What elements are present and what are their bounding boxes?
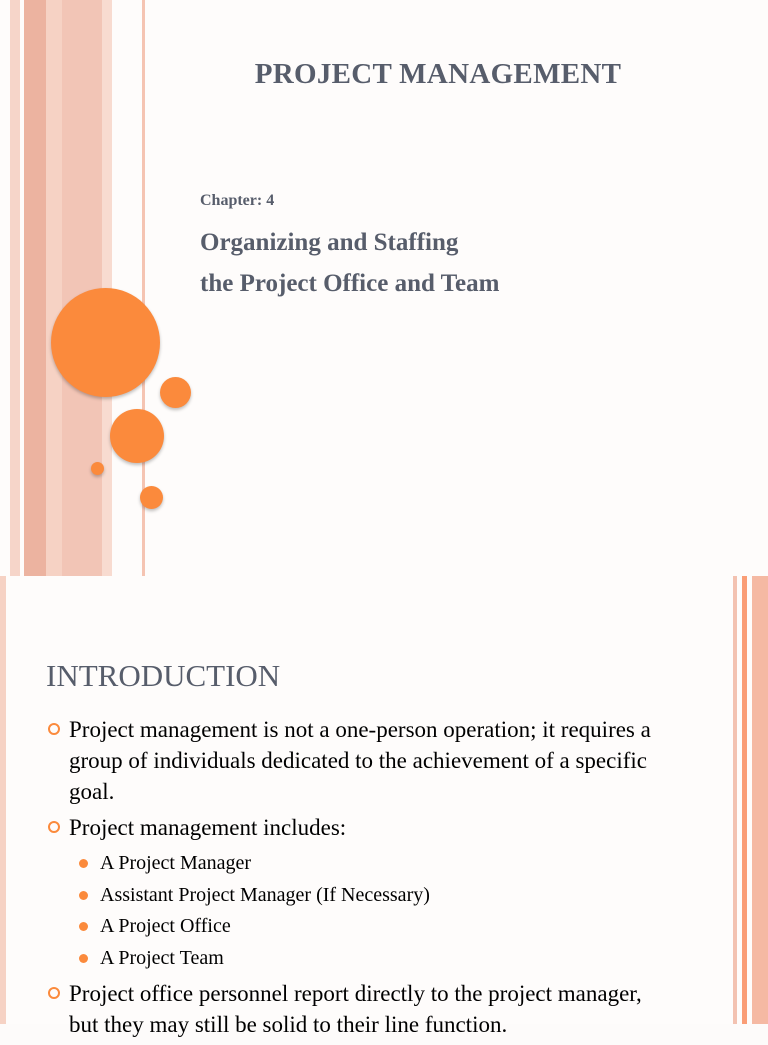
bullet-dot-icon	[79, 922, 88, 931]
sub-bullet-list	[46, 848, 666, 974]
bullet-ring-icon	[48, 987, 60, 999]
subtitle-line: the Project Office and Team	[200, 270, 500, 297]
decor-stripe	[10, 0, 20, 576]
bullet-ring-icon	[48, 821, 60, 833]
sub-list-item-text: A Project Manager	[100, 852, 252, 874]
slide-title: PROJECT MANAGEMENT	[254, 58, 622, 90]
decor-stripe	[0, 576, 6, 1024]
list-item-text: Project office personnel report directly to the project manager, but they may still be solid to their line function.	[69, 981, 642, 1037]
list-item	[46, 714, 666, 807]
bullet-dot-icon	[79, 954, 88, 963]
chapter-label: Chapter: 4	[200, 192, 275, 209]
list-item	[46, 978, 666, 1040]
bullet-list	[46, 714, 666, 1045]
sub-list-item-text: A Project Office	[100, 915, 231, 937]
sub-list-item	[77, 880, 666, 912]
decor-circle	[110, 409, 164, 463]
list-item	[46, 812, 666, 843]
bullet-ring-icon	[48, 723, 60, 735]
decor-stripe	[46, 0, 62, 576]
subtitle-line: Organizing and Staffing	[200, 229, 459, 256]
decor-circle	[160, 377, 191, 408]
bullet-dot-icon	[79, 859, 88, 868]
sub-list-item-text: Assistant Project Manager (If Necessary)	[100, 883, 430, 906]
sub-list-item	[77, 943, 666, 975]
bullet-dot-icon	[79, 891, 88, 900]
list-item-text: Project management includes:	[69, 815, 347, 840]
decor-circle	[140, 486, 163, 509]
decor-stripe	[733, 576, 737, 1024]
decor-stripe	[742, 576, 747, 1024]
decor-circle	[91, 462, 104, 475]
slide-heading: INTRODUCTION	[46, 658, 281, 693]
decor-stripe	[24, 0, 46, 576]
decor-stripe	[752, 576, 768, 1024]
sub-list-item	[77, 911, 666, 943]
content-slide	[0, 576, 768, 1037]
decor-circle	[51, 288, 160, 397]
sub-list-item-text: A Project Team	[100, 946, 224, 969]
list-item-text: Project management is not a one-person operation; it requires a group of individuals dedicated to the achievement of a specific goal.	[69, 717, 651, 804]
slide-subtitle	[200, 222, 499, 304]
sub-list-item	[77, 848, 666, 880]
